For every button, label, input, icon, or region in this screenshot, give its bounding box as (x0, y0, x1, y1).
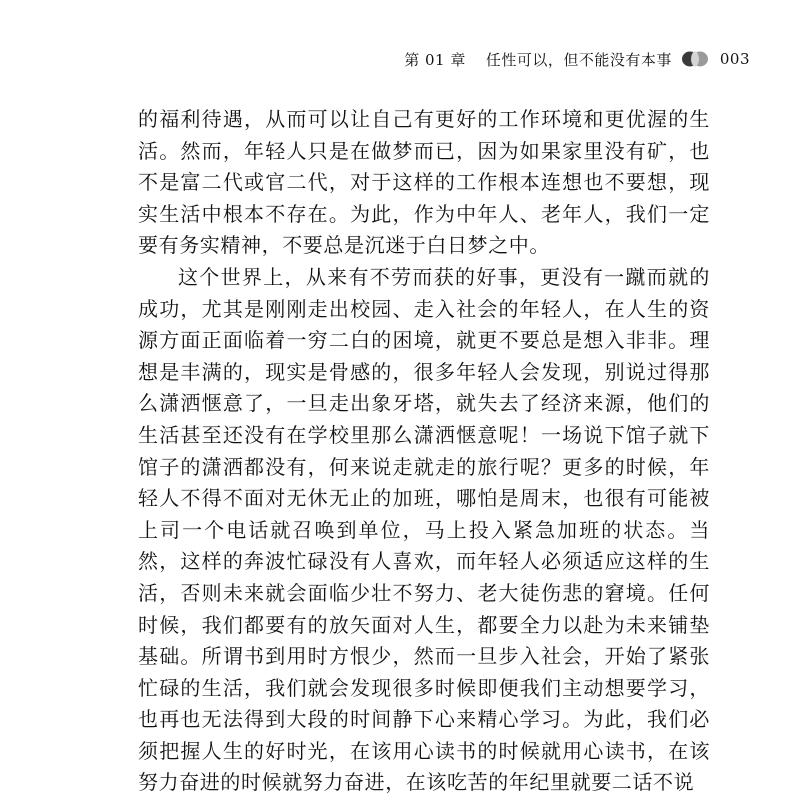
running-header (404, 46, 750, 72)
chapter-title: 任性可以，但不能没有本事 (485, 50, 672, 69)
page-number: 003 (719, 50, 750, 68)
book-pages-icon (680, 50, 710, 68)
paragraph: 这个世界上，从来有不劳而获的好事，更没有一蹴而就的成功，尤其是刚刚走出校园、走入社会的年轻人，在人生的资源方面正面临着一穷二白的困境，就更不要总是想入非非。理想是丰满的，现实是骨感的，很多年轻人会发现，别说过得那么潇洒惬意了，一旦走出象牙塔，就失去了经济来源，他们的生活甚至还没有在学校里那么潇洒惬意呢！一场说下馆子就下馆子的潇洒都没有，何来说走就走的旅行呢？更多的时候，年轻人不得不面对无休无止的加班，哪怕是周末，也很有可能被上司一个电话就召唤到单位，马上投入紧急加班的状态。当然，这样的奔波忙碌没有人喜欢，而年轻人必须适应这样的生活，否则未来就会面临少壮不努力、老大徒伤悲的窘境。任何时候，我们都要有的放矢面对人生，都要全力以赴为未来铺垫基础。所谓书到用时方恨少，然而一旦步入社会，开始了紧张忙碌的生活，我们就会发现很多时候即便我们主动想要学习，也再也无法得到大段的时间静下心来精心学习。为此，我们必须把握人生的好时光，在该用心读书的时候就用心读书，在该努力奋进的时候就努力奋进，在该吃苦的年纪里就要二话不说 (138, 264, 710, 795)
body-text (138, 104, 710, 799)
chapter-label: 第 01 章 (404, 50, 466, 69)
paragraph-continued: 的福利待遇，从而可以让自己有更好的工作环境和更优渥的生活。然而，年轻人只是在做梦而已，因为如果家里没有矿，也不是富二代或官二代，对于这样的工作根本连想也不要想，现实生活中根本不存在。为此，作为中年人、老年人，我们一定要有务实精神，不要总是沉迷于白日梦之中。 (138, 107, 710, 258)
